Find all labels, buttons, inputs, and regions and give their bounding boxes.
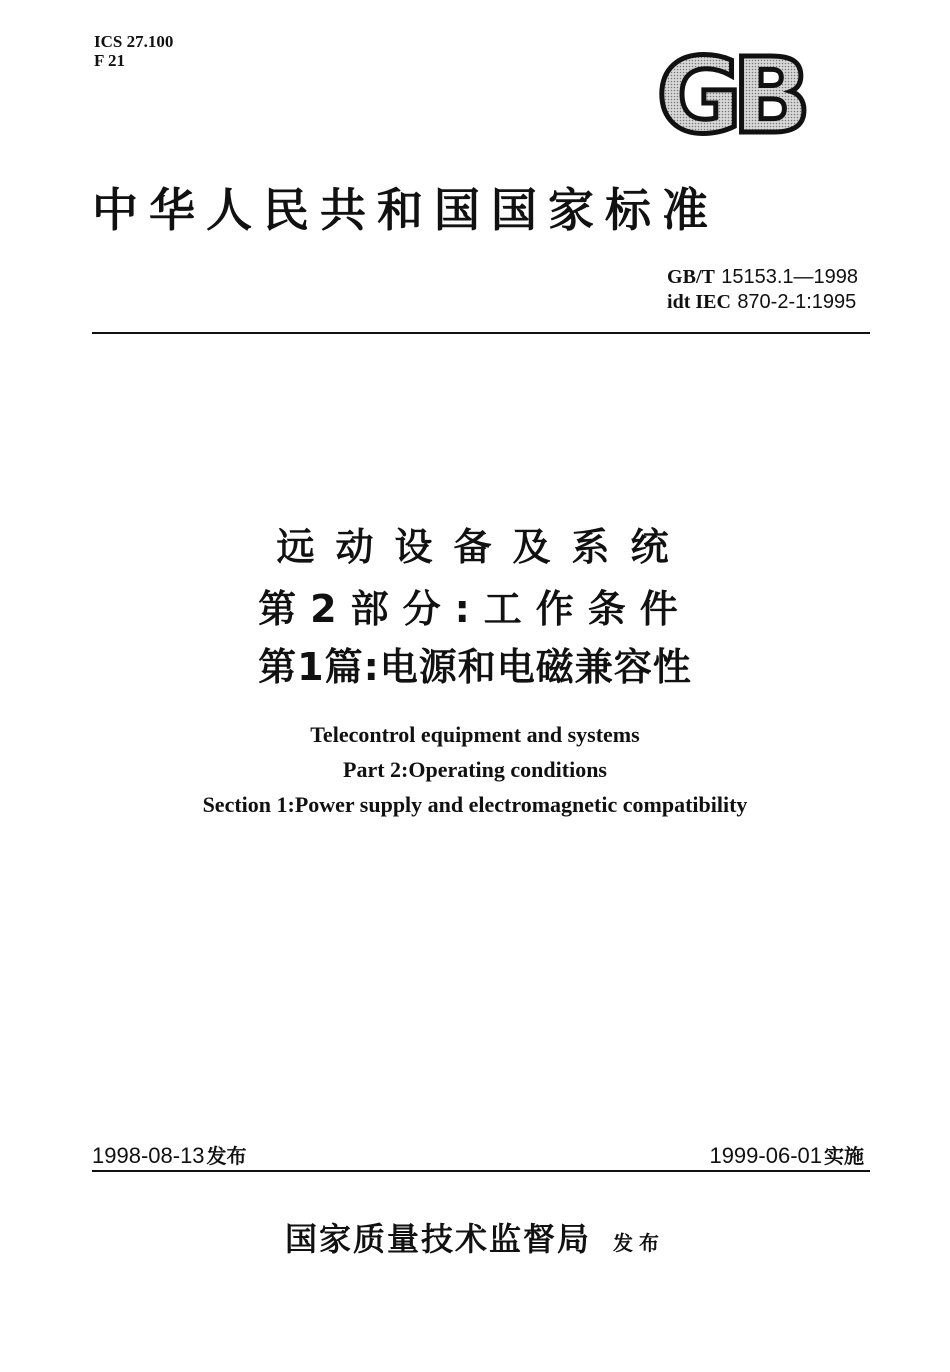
effective-date-value: 1999-06-01: [709, 1143, 822, 1168]
idt-label: idt IEC: [667, 291, 731, 313]
issuer-action: 发布: [613, 1231, 665, 1255]
idt-value: 870-2-1:1995: [737, 291, 857, 313]
standard-number: [667, 264, 858, 289]
bottom-divider: [92, 1170, 870, 1172]
standard-number-label: GB/T: [667, 266, 715, 288]
title-en-line2: Part 2:Operating conditions: [343, 757, 607, 782]
ccs-code: F 21: [94, 51, 126, 70]
classification-codes: [94, 32, 173, 70]
issuer-organization: 国家质量技术监督局: [284, 1220, 591, 1258]
title-zh-line2: 第2部分:工作条件: [258, 587, 692, 631]
top-divider: [92, 332, 870, 334]
issue-date-label: 发布: [206, 1144, 247, 1168]
title-zh-line1: 远动设备及系统: [276, 525, 690, 569]
issue-date: [92, 1140, 247, 1169]
gb-logo-mark: [640, 44, 818, 144]
title-en-line1: Telecontrol equipment and systems: [310, 722, 640, 747]
idt-reference: [667, 289, 858, 314]
standard-number-block: [667, 264, 858, 314]
issuing-authority: [0, 1214, 950, 1260]
gb-logo-letters: GB: [656, 44, 802, 144]
title-zh-line3: 第1篇:电源和电磁兼容性: [258, 645, 692, 689]
gb-logo: [640, 44, 818, 144]
ics-code: ICS 27.100: [94, 32, 174, 51]
standard-number-value: 15153.1—1998: [721, 266, 858, 288]
effective-date-label: 实施: [824, 1144, 864, 1168]
issue-date-value: 1998-08-13: [92, 1143, 205, 1168]
national-standard-heading: 中华人民共和国国家标准: [92, 183, 719, 237]
title-en-line3: Section 1:Power supply and electromagnetic compatibility: [202, 792, 748, 817]
effective-date: [709, 1140, 864, 1169]
